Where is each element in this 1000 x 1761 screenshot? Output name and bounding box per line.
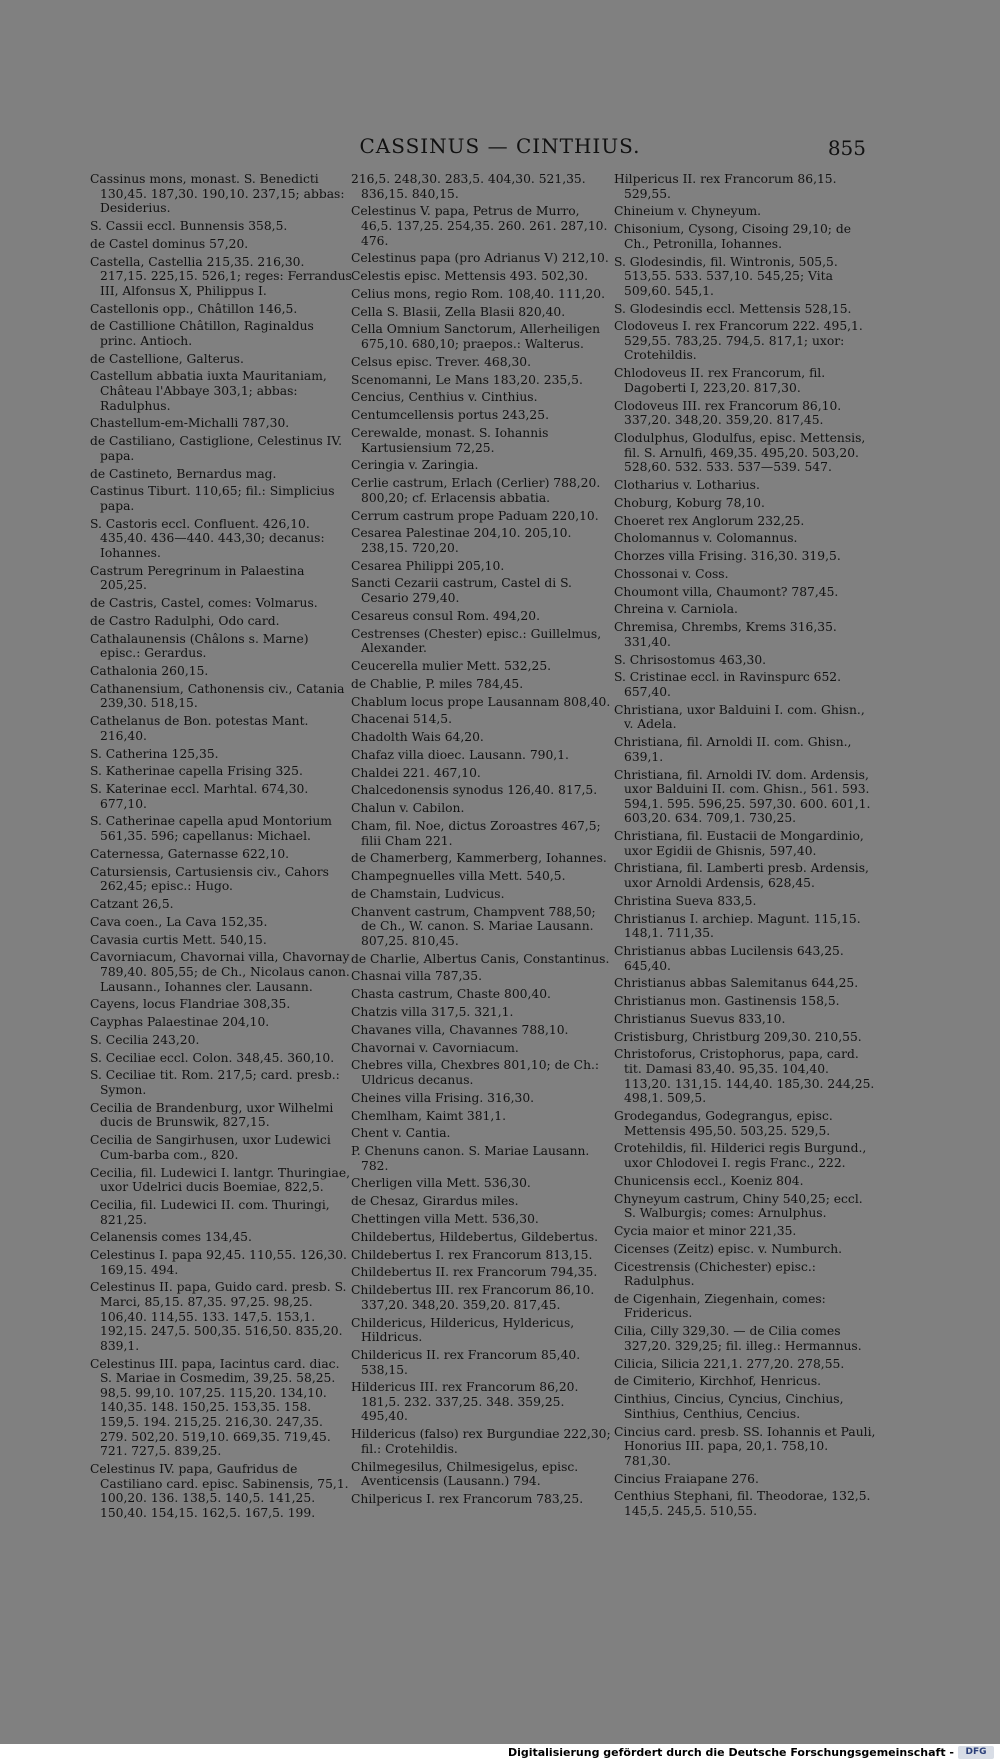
index-entry: Cecilia, fil. Ludewici II. com. Thuringi, 821,25. [90, 1197, 330, 1227]
index-entry: de Chamstain, Ludvicus. [351, 886, 505, 901]
index-entry: Chalun v. Cabilon. [351, 801, 465, 816]
index-entry: Christiana, fil. Eustacii de Mongardinio, uxor Egidii de Ghisnis, 597,40. [614, 829, 864, 858]
index-entry: Cava coen., La Cava 152,35. [90, 914, 268, 929]
index-entry: Chebres villa, Chexbres 801,10; de Ch.: Uldricus decanus. [351, 1058, 600, 1087]
index-entry: S. Katherinae capella Frising 325. [90, 764, 303, 779]
index-entry: Cathanensium, Cathonensis civ., Catania 239,30. 518,15. [90, 681, 345, 711]
index-entry: Childericus, Hildericus, Hyldericus, Hildricus. [351, 1315, 575, 1345]
index-entry: Christina Sueva 833,5. [614, 893, 757, 908]
index-entry: S. Catherina 125,35. [90, 746, 219, 761]
index-entry: Chastellum-em-Michalli 787,30. [90, 416, 290, 431]
index-entry: Celanensis comes 134,45. [90, 1230, 252, 1245]
index-entry: Castellum abbatia iuxta Mauritaniam, Château l'Abbaye 303,1; abbas: Radulphus. [90, 369, 327, 413]
index-entry: de Castineto, Bernardus mag. [90, 466, 277, 481]
index-entry: Cayphas Palaestinae 204,10. [90, 1015, 270, 1030]
index-entry: Cayens, locus Flandriae 308,35. [90, 997, 291, 1012]
dfg-logo: DFG [958, 1746, 994, 1759]
index-entry: Celestis episc. Mettensis 493. 502,30. [351, 269, 589, 284]
index-column-1 [90, 172, 352, 1524]
index-entry: Chettingen villa Mett. 536,30. [351, 1212, 539, 1227]
index-entry: S. Cassii eccl. Bunnensis 358,5. [90, 218, 288, 233]
index-entry: Cecilia, fil. Ludewici I. lantgr. Thuringiae, uxor Udelrici ducis Boemiae, 822,5. [90, 1165, 351, 1195]
page-header [0, 128, 1000, 168]
index-entry: S. Glodesindis, fil. Wintronis, 505,5. 513,55. 533. 537,10. 545,25; Vita 509,60. 545,1. [614, 254, 838, 298]
index-entry: Chavanes villa, Chavannes 788,10. [351, 1022, 569, 1037]
index-entry: Celsus episc. Trever. 468,30. [351, 354, 532, 369]
index-entry: S. Castoris eccl. Confluent. 426,10. 435,40. 436—440. 443,30; decanus: Iohannes. [90, 516, 325, 560]
index-entry: Cella Omnium Sanctorum, Allerheiligen 675,10. 680,10; praepos.: Walterus. [351, 322, 601, 352]
index-entry: Chossonai v. Coss. [614, 566, 729, 581]
index-entry: Clodoveus I. rex Francorum 222. 495,1. 529,55. 783,25. 794,5. 817,1; uxor: Crotehildis. [614, 319, 863, 363]
index-entry: Clotharius v. Lotharius. [614, 477, 760, 492]
index-entry: Choumont villa, Chaumont? 787,45. [614, 584, 839, 599]
index-entry: Cincius card. presb. SS. Iohannis et Pauli, Honorius III. papa, 20,1. 758,10. 781,30. [614, 1424, 876, 1468]
index-entry: Christiana, uxor Balduini I. com. Ghisn., v. Adela. [614, 702, 865, 732]
index-entry: Hilpericus II. rex Francorum 86,15. 529,55. [614, 172, 837, 201]
index-entry: Cesareus consul Rom. 494,20. [351, 608, 540, 623]
index-entry: Christiana, fil. Lamberti presb. Ardensis, uxor Arnoldi Ardensis, 628,45. [614, 861, 869, 891]
footer-bar [0, 1744, 1000, 1761]
index-entry: S. Cristinae eccl. in Ravinspurc 652. 657,40. [614, 670, 842, 699]
index-entry: Childebertus I. rex Francorum 813,15. [351, 1247, 593, 1262]
index-entry: Cecilia de Brandenburg, uxor Wilhelmi ducis de Brunswik, 827,15. [90, 1100, 334, 1130]
index-entry: Cavorniacum, Chavornai villa, Chavornay 789,40. 805,55; de Ch., Nicolaus canon. Lausann., Iohannes cler. Lausann. [90, 950, 350, 994]
index-entry: de Cimiterio, Kirchhof, Henricus. [614, 1374, 822, 1389]
index-entry: 216,5. 248,30. 283,5. 404,30. 521,35. 836,15. 840,15. [351, 172, 586, 201]
index-entry: Choeret rex Anglorum 232,25. [614, 513, 805, 528]
index-entry: Chasnai villa 787,35. [351, 969, 482, 984]
index-entry: de Chesaz, Girardus miles. [351, 1194, 519, 1209]
index-entry: de Charlie, Albertus Canis, Constantinus. [351, 951, 610, 966]
index-entry: Celestinus III. papa, Iacintus card. diac. S. Mariae in Cosmedim, 39,25. 58,25. 98,5. 99,10. 107,25. 115,20. 134,10. 140,35. 148. 150,25. 153,35. 158. 159,5. 194. 215,25. 216,30. 247,35. 279. 502,20. 519,10. 669,35. 719,45. 721. 727,5. 839,25. [90, 1356, 340, 1459]
index-entry: Cecilia de Sangirhusen, uxor Ludewici Cum-barba com., 820. [90, 1133, 331, 1162]
index-entry: Centhius Stephani, fil. Theodorae, 132,5. 145,5. 245,5. 510,55. [614, 1489, 871, 1518]
index-entry: Chremisa, Chrembs, Krems 316,35. 331,40. [614, 620, 837, 649]
index-entry: Chlodoveus II. rex Francorum, fil. Dagoberti I, 223,20. 817,30. [614, 366, 826, 395]
page-title: CASSINUS — CINTHIUS. [359, 134, 641, 158]
index-entry: Cinthius, Cincius, Cyncius, Cinchius, Sinthius, Centhius, Cencius. [614, 1392, 844, 1421]
index-entry: Cicenses (Zeitz) episc. v. Numburch. [614, 1241, 843, 1256]
index-entry: Castella, Castellia 215,35. 216,30. 217,15. 225,15. 526,1; reges: Ferrandus III, Alfonsus X, Philippus I. [90, 254, 352, 298]
index-entry: Cencius, Centhius v. Cinthius. [351, 390, 538, 405]
index-entry: Chilmegesilus, Chilmesigelus, episc. Aventicensis (Lausann.) 794. [351, 1459, 579, 1489]
index-entry: Christianus mon. Gastinensis 158,5. [614, 994, 840, 1009]
index-entry: Cathelanus de Bon. potestas Mant. 216,40. [90, 714, 309, 743]
index-entry: Caternessa, Gaternasse 622,10. [90, 846, 290, 861]
index-entry: Childericus II. rex Francorum 85,40. 538,15. [351, 1347, 581, 1377]
index-entry: Chent v. Cantia. [351, 1126, 451, 1141]
index-entry: de Castiliano, Castiglione, Celestinus IV. papa. [90, 434, 343, 463]
index-entry: Clodoveus III. rex Francorum 86,10. 337,20. 348,20. 359,20. 817,45. [614, 398, 842, 428]
index-entry: de Cigenhain, Ziegenhain, comes: Fridericus. [614, 1291, 826, 1321]
index-entry: Champegnuelles villa Mett. 540,5. [351, 869, 566, 884]
index-entry: de Castris, Castel, comes: Volmarus. [90, 596, 318, 611]
index-entry: Castellonis opp., Châtillon 146,5. [90, 301, 298, 316]
index-entry: Cerlie castrum, Erlach (Cerlier) 788,20. 800,20; cf. Erlacensis abbatia. [351, 476, 601, 505]
index-entry: Cholomannus v. Colomannus. [614, 531, 798, 546]
index-entry: Centumcellensis portus 243,25. [351, 408, 549, 423]
index-entry: Christianus abbas Salemitanus 644,25. [614, 976, 859, 991]
index-entry: S. Chrisostomus 463,30. [614, 652, 767, 667]
index-entry: de Castro Radulphi, Odo card. [90, 613, 280, 628]
page-number: 855 [827, 136, 866, 160]
index-entry: Chasta castrum, Chaste 800,40. [351, 987, 551, 1002]
index-entry: Christianus Suevus 833,10. [614, 1011, 786, 1026]
index-entry: Catursiensis, Cartusiensis civ., Cahors 262,45; episc.: Hugo. [90, 864, 329, 894]
index-entry: Cesarea Palestinae 204,10. 205,10. 238,15. 720,20. [351, 526, 572, 555]
index-entry: Childebertus, Hildebertus, Gildebertus. [351, 1229, 599, 1244]
index-entry: de Castel dominus 57,20. [90, 236, 249, 251]
index-entry: de Castellione, Galterus. [90, 351, 244, 366]
index-entry: Chatzis villa 317,5. 321,1. [351, 1005, 514, 1020]
index-entry: Celestinus II. papa, Guido card. presb. S. Marci, 85,15. 87,35. 97,25. 98,25. 106,40. 114,55. 133. 147,5. 153,1. 192,15. 247,5. 500,35. 516,50. 835,20. 839,1. [90, 1280, 347, 1353]
index-entry: Sancti Cezarii castrum, Castel di S. Cesario 279,40. [351, 576, 572, 606]
index-entry: Clodulphus, Glodulfus, episc. Mettensis, fil. S. Arnulfi, 469,35. 495,20. 503,20. 528,60. 532. 533. 537—539. 547. [614, 431, 866, 475]
index-column-3 [614, 172, 876, 1522]
index-entry: Chanvent castrum, Champvent 788,50; de Ch., W. canon. S. Mariae Lausann. 807,25. 810,45. [351, 904, 596, 948]
index-entry: S. Ceciliae eccl. Colon. 348,45. 360,10. [90, 1050, 335, 1065]
index-entry: Childebertus II. rex Francorum 794,35. [351, 1265, 598, 1280]
index-entry: Choburg, Koburg 78,10. [614, 495, 765, 510]
index-entry: Chunicensis eccl., Koeniz 804. [614, 1173, 804, 1188]
index-entry: S. Katerinae eccl. Marhtal. 674,30. 677,10. [90, 782, 309, 811]
index-entry: Catzant 26,5. [90, 897, 174, 911]
index-entry: Cathalonia 260,15. [90, 664, 209, 678]
index-entry: Cincius Fraiapane 276. [614, 1471, 759, 1486]
index-entry: Christianus abbas Lucilensis 643,25. 645,40. [614, 943, 844, 973]
index-entry: Celestinus papa (pro Adrianus V) 212,10. [351, 251, 609, 266]
index-entry: Cycia maior et minor 221,35. [614, 1223, 797, 1238]
index-entry: Cathalaunensis (Châlons s. Marne) episc.: Gerardus. [90, 631, 309, 661]
index-entry: de Chamerberg, Kammerberg, Iohannes. [351, 851, 607, 866]
index-entry: Chablum locus prope Lausannam 808,40. [351, 694, 611, 709]
index-entry: Celestinus I. papa 92,45. 110,55. 126,30. 169,15. 494. [90, 1248, 347, 1277]
index-entry: Chavornai v. Cavorniacum. [351, 1040, 519, 1055]
index-entry: Chisonium, Cysong, Cisoing 29,10; de Ch., Petronilla, Iohannes. [614, 222, 851, 251]
index-entry: Christianus I. archiep. Magunt. 115,15. 148,1. 711,35. [614, 911, 861, 941]
index-entry: Childebertus III. rex Francorum 86,10. 337,20. 348,20. 359,20. 817,45. [351, 1283, 595, 1312]
index-entry: Hildericus III. rex Francorum 86,20. 181,5. 232. 337,25. 348. 359,25. 495,40. [351, 1380, 579, 1424]
index-entry: Chemlham, Kaimt 381,1. [351, 1108, 507, 1123]
index-entry: Hildericus (falso) rex Burgundiae 222,30; fil.: Crotehildis. [351, 1427, 611, 1456]
index-entry: Cestrenses (Chester) episc.: Guillelmus, Alexander. [351, 626, 602, 656]
index-entry: de Chablie, P. miles 784,45. [351, 676, 524, 691]
index-entry: Celestinus V. papa, Petrus de Murro, 46,5. 137,25. 254,35. 260. 261. 287,10. 476. [351, 204, 608, 248]
index-entry: Celius mons, regio Rom. 108,40. 111,20. [351, 286, 605, 301]
index-column-2 [351, 172, 613, 1510]
index-entry: Castrum Peregrinum in Palaestina 205,25. [90, 563, 305, 593]
index-entry: Celestinus IV. papa, Gaufridus de Castiliano card. episc. Sabinensis, 75,1. 100,20. 136. 138,5. 140,5. 141,25. 150,40. 154,15. 162,5. 167,5. 199. [90, 1461, 349, 1520]
index-entry: Cherligen villa Mett. 536,30. [351, 1176, 531, 1191]
index-entry: Chilpericus I. rex Francorum 783,25. [351, 1492, 584, 1506]
index-entry: Christiana, fil. Arnoldi II. com. Ghisn., 639,1. [614, 735, 852, 764]
index-entry: Ceucerella mulier Mett. 532,25. [351, 658, 552, 673]
index-entry: Chadolth Wais 64,20. [351, 730, 484, 745]
index-entry: Cella S. Blasii, Zella Blasii 820,40. [351, 304, 566, 319]
index-entry: Cilicia, Silicia 221,1. 277,20. 278,55. [614, 1356, 845, 1371]
index-entry: S. Ceciliae tit. Rom. 217,5; card. presb.: Symon. [90, 1068, 340, 1098]
index-entry: Ceringia v. Zaringia. [351, 458, 479, 473]
index-entry: de Castillione Châtillon, Raginaldus princ. Antioch. [90, 319, 314, 348]
index-entry: Chorzes villa Frising. 316,30. 319,5. [614, 549, 841, 564]
index-entry: Cesarea Philippi 205,10. [351, 558, 505, 573]
funding-notice: Digitalisierung gefördert durch die Deutsche Forschungsgemeinschaft - [507, 1746, 954, 1759]
index-entry: P. Chenuns canon. S. Mariae Lausann. 782. [351, 1144, 590, 1173]
index-entry: Cheines villa Frising. 316,30. [351, 1090, 535, 1105]
index-entry: Scenomanni, Le Mans 183,20. 235,5. [351, 372, 583, 387]
index-entry: Christoforus, Cristophorus, papa, card. tit. Damasi 83,40. 95,35. 104,40. 113,20. 131,15. 144,40. 185,30. 244,25. 498,1. 509,5. [614, 1047, 875, 1106]
index-entry: Chalcedonensis synodus 126,40. 817,5. [351, 783, 598, 798]
index-entry: Chyneyum castrum, Chiny 540,25; eccl. S. Walburgis; comes: Arnulphus. [614, 1191, 863, 1221]
index-entry: Chreina v. Carniola. [614, 602, 738, 617]
index-entry: Chaldei 221. 467,10. [351, 765, 481, 780]
index-entry: Cham, fil. Noe, dictus Zoroastres 467,5; filii Cham 221. [351, 819, 601, 848]
index-entry: Cerrum castrum prope Paduam 220,10. [351, 508, 599, 523]
index-entry: Chafaz villa dioec. Lausann. 790,1. [351, 747, 569, 762]
index-entry: S. Glodesindis eccl. Mettensis 528,15. [614, 301, 852, 316]
index-entry: Cerewalde, monast. S. Iohannis Kartusiensium 72,25. [351, 425, 549, 455]
index-entry: Cicestrensis (Chichester) episc.: Radulphus. [614, 1259, 816, 1289]
index-entry: S. Cecilia 243,20. [90, 1032, 200, 1047]
index-entry: Crotehildis, fil. Hilderici regis Burgund., uxor Chlodovei I. regis Franc., 222. [614, 1141, 867, 1170]
index-entry: S. Catherinae capella apud Montorium 561,35. 596; capellanus: Michael. [90, 814, 332, 844]
index-entry: Christiana, fil. Arnoldi IV. dom. Ardensis, uxor Balduini II. com. Ghisn., 561. 593. 594,1. 595. 596,25. 597,30. 600. 601,1. 603,20. 634. 709,1. 730,25. [614, 767, 871, 826]
index-entry: Grodegandus, Godegrangus, episc. Mettensis 495,50. 503,25. 529,5. [614, 1109, 833, 1138]
index-entry: Cilia, Cilly 329,30. — de Cilia comes 327,20. 329,25; fil. illeg.: Hermannus. [614, 1324, 862, 1353]
index-entry: Chineium v. Chyneyum. [614, 204, 762, 219]
index-entry: Castinus Tiburt. 110,65; fil.: Simplicius papa. [90, 484, 335, 513]
index-entry: Cristisburg, Christburg 209,30. 210,55. [614, 1029, 862, 1044]
index-entry: Chacenai 514,5. [351, 712, 453, 727]
index-entry: Cassinus mons, monast. S. Benedicti 130,45. 187,30. 190,10. 237,15; abbas: Desiderius. [90, 172, 345, 216]
index-entry: Cavasia curtis Mett. 540,15. [90, 932, 267, 947]
